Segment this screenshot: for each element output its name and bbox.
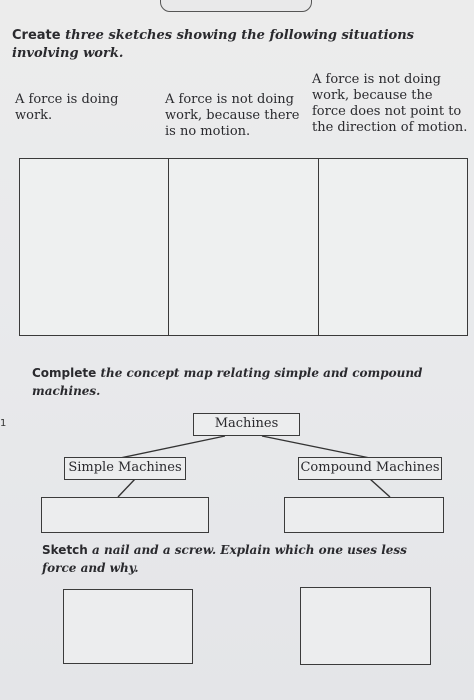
connector-right-blank <box>370 479 390 497</box>
sketch-screw-box[interactable] <box>300 587 431 665</box>
section3-prompt: a nail and a screw. Explain which one uses less force and why. <box>42 543 407 575</box>
column-2-text: A force is not doing work, because there is no motion. <box>165 92 300 139</box>
column-1-text: A force is doing work. <box>15 92 119 123</box>
sketch-nail-box[interactable] <box>63 589 193 664</box>
margin-mark: 1 <box>0 418 7 429</box>
section3-lead: Sketch <box>42 543 88 557</box>
section1-prompt: three sketches showing the following situations involving work. <box>12 28 414 61</box>
column-3-text: A force is not doing work, because the force does not point to the direction of motion. <box>312 72 468 135</box>
concept-node-compound-machines: Compound Machines <box>298 457 442 480</box>
connector-right <box>262 436 370 458</box>
section3-instruction <box>42 541 442 577</box>
section2-prompt: the concept map relating simple and compound machines. <box>32 366 423 398</box>
connector-left-blank <box>118 479 135 497</box>
concept-node-simple-machines: Simple Machines <box>64 457 186 480</box>
concept-node-machines: Machines <box>193 413 300 436</box>
concept-blank-right[interactable] <box>284 497 444 533</box>
section2-lead: Complete <box>32 366 97 380</box>
concept-blank-left[interactable] <box>41 497 209 533</box>
section1-lead: Create <box>12 28 61 43</box>
connector-left <box>120 436 225 458</box>
